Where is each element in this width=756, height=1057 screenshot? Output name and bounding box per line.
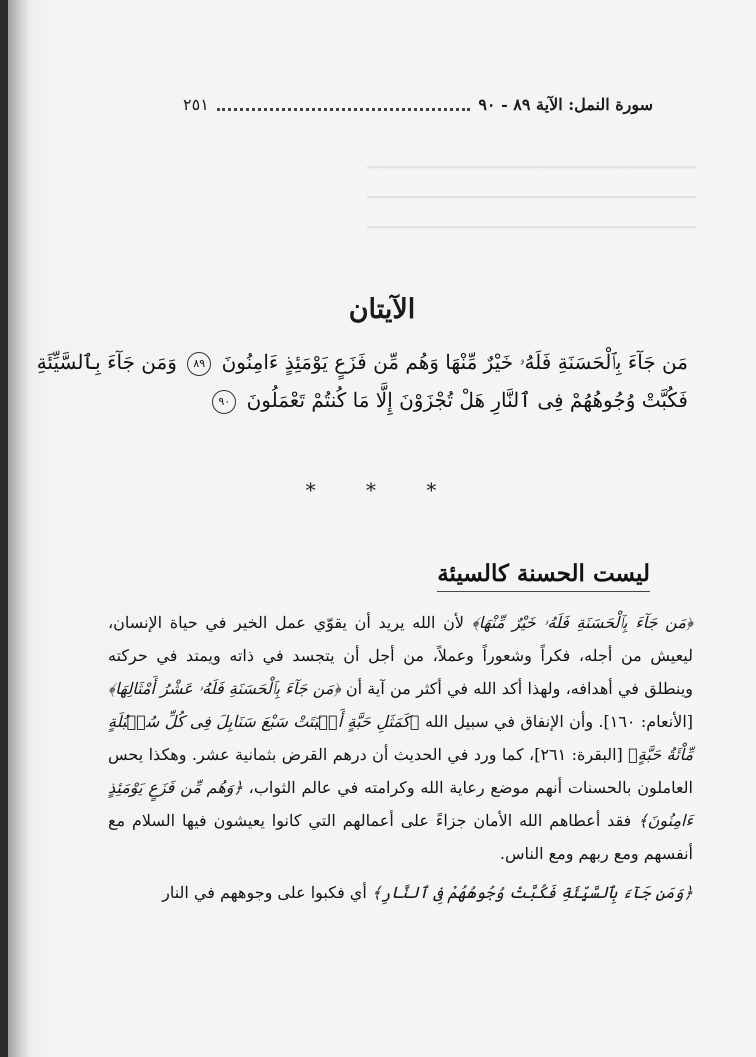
quran-quote: ﴿مَن جَآءَ بِٱلْحَسَنَةِ فَلَهُۥ عَشْرُ أَمْثَالِهَا﴾ bbox=[108, 679, 341, 698]
body-text: لأن الله يريد أن يقوّي عمل الخير في حياة الإنسان، ليعيش من أجله، فكراً وشعوراً وعملاً، من أجل أن يتجسد في ذاته ويمتد في حركته وينطلق في أهدافه، ولهذا أكد الله في أكثر من آية أن bbox=[108, 613, 693, 698]
ayah-line-1 bbox=[36, 350, 688, 376]
paragraph bbox=[108, 606, 693, 870]
article-body bbox=[108, 606, 693, 909]
ayah-text: فَكُبَّتْ وُجُوهُهُمْ فِى ٱلنَّارِ هَلْ تُجْزَوْنَ إِلَّا مَا كُنتُمْ تَعْمَلُونَ bbox=[246, 388, 688, 412]
bleed-through-line: ━━━━━━━━━━━━━━━━━━━━━━━━━━━━━━━━━━━━━━━ bbox=[367, 160, 696, 176]
body-text: [البقرة: ٢٦١]، كما ورد في الحديث أن درهم القرض بثمانية عشر. وهكذا يحس العاملون بالحسنات أنهم موضع رعاية الله وكرامته في عالم الثواب، bbox=[108, 745, 693, 797]
ayah-text: مَن جَآءَ بِٱلْحَسَنَةِ فَلَهُۥ خَيْرٌ مِّنْهَا وَهُم مِّن فَزَعٍ يَوْمَئِذٍ ءَامِنُونَ bbox=[221, 350, 688, 374]
body-text: فقد أعطاهم الله الأمان جزاءً على أعمالهم التي كانوا يعيشون فيها السلام مع أنفسهم ومع ربهم ومع الناس. bbox=[108, 811, 693, 863]
paragraph bbox=[108, 876, 693, 909]
quran-quote: ﴿وَهُم مِّن فَزَعٍ يَوْمَئِذٍ ءَامِنُونَ﴾ bbox=[108, 778, 693, 830]
bleed-through-line: ━━━━━━━━━━━━━━━━━━━━━━━━━━━━━━━━━━━━━━━ bbox=[367, 190, 696, 206]
ayah-number-marker: ٨٩ bbox=[187, 352, 211, 376]
quran-quote: ﴿مَن جَآءَ بِٱلْحَسَنَةِ فَلَهُۥ خَيْرٌ مِّنْهَا﴾ bbox=[471, 613, 694, 632]
article-subheading: ليست الحسنة كالسيئة bbox=[437, 560, 650, 592]
section-separator: * * * bbox=[305, 478, 459, 502]
page-number: ٢٥١ bbox=[183, 94, 209, 114]
spine-shadow bbox=[8, 0, 30, 1057]
section-heading: الآيتان bbox=[348, 294, 416, 325]
ayah-text: وَمَن جَآءَ بِٱلسَّيِّئَةِ bbox=[36, 350, 177, 374]
body-text: [الأنعام: ١٦٠]. وأن الإنفاق في سبيل الله bbox=[419, 712, 694, 731]
running-head bbox=[183, 90, 653, 118]
body-text: أي فكبوا على وجوههم في النار bbox=[162, 883, 372, 902]
quran-quote: ﴿كَمَثَلِ حَبَّةٍ أَنۢبَتَتْ سَبْعَ سَنَابِلَ فِى كُلِّ سُنۢبُلَةٍ مِّاْئَةُ حَبَّةٍ﴾ bbox=[108, 712, 694, 764]
ayah-line-2 bbox=[148, 388, 688, 414]
running-head-title: سورة النمل: الآية ٨٩ - ٩٠ bbox=[478, 94, 653, 114]
quran-quote: ﴿وَمَن جَآءَ بِٱلسَّيِّئَةِ فَكُبَّتْ وُجُوهُهُمْ فِى ٱلنَّارِ﴾ bbox=[371, 883, 693, 902]
ayah-number-marker: ٩٠ bbox=[212, 390, 236, 414]
running-head-dots bbox=[217, 98, 471, 111]
bleed-through-line: ━━━━━━━━━━━━━━━━━━━━━━━━━━━━━━━━━━━━━━━ bbox=[367, 220, 696, 236]
book-page bbox=[8, 0, 756, 1057]
